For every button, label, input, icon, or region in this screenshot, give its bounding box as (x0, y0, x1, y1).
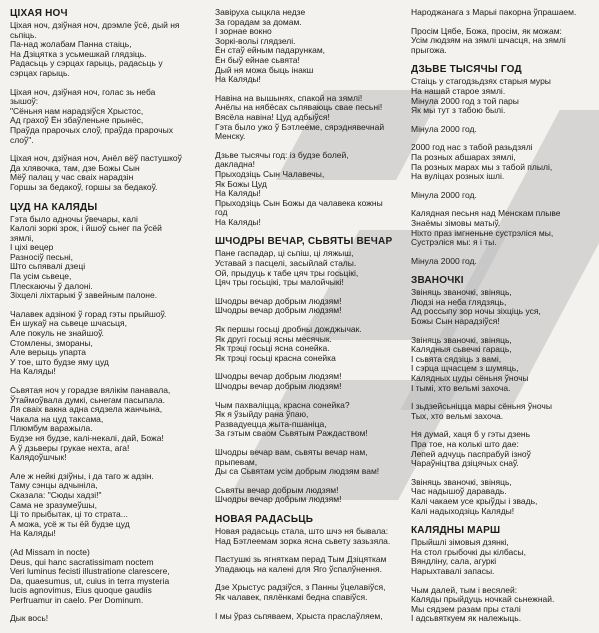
stanza (215, 555, 400, 574)
lyric-line: Калолі зоркі зрок, і йшоў сьнег па ўсёй (10, 223, 162, 234)
lyric-line: Ад грахоў Ён збаўленьне прынёс, (10, 115, 144, 126)
stanza (411, 209, 593, 247)
stanza (411, 77, 593, 115)
lyric-line: "Сёньня нам нарадзіўся Хрыстос, (10, 105, 144, 116)
lyric-line: Плюмбум варажыла. (10, 423, 93, 434)
lyric-line: Дзьве тысячы год: із будзе болей, (215, 149, 349, 160)
lyric-line: Пастушкі зь ягняткам перад Тым Дзіцяткам (215, 554, 387, 565)
stanza (10, 88, 202, 146)
stanza (215, 151, 400, 228)
lyric-line: На Каляды! (10, 366, 56, 377)
lyric-line: Але ж нейкі дзіўны, і да таго ж адзін. (10, 470, 154, 481)
lyric-line: Шчодры вечар добрым людзям! (215, 295, 342, 306)
lyric-line: Мінула 2000 год. (411, 189, 477, 200)
lyric-line: Прыходзіць Сын Божы да чалавека кожны (215, 197, 383, 208)
song-title: КАЛЯДНЫ МАРШ (411, 525, 501, 537)
lyric-line: Звіняць званочкі, звіняць, (411, 476, 512, 487)
lyric-line: Гэта было ужо ў Бэтлееме, сярэднявечнай (215, 121, 385, 132)
lyric-line: Калі надыходзіць Каляды! (411, 505, 515, 516)
lyric-line: Чараўніцтва дзіцячых снаў. (411, 458, 519, 469)
stanza (411, 143, 593, 181)
stanza (10, 21, 202, 79)
lyric-line: Ніхто праз імгненьне сустрэліся мы, (411, 227, 554, 238)
lyric-line: Сьвятая ноч у горадзе вялікім панавала, (10, 385, 171, 395)
lyric-line: сьпіць. (10, 29, 37, 40)
lyric-line: Зіхцелі ліхтарыкі ў завейным палоне. (10, 290, 158, 301)
lyric-line: зямлі, (10, 232, 34, 243)
lyric-line: На Каляды! (10, 528, 56, 539)
lyric-line: Калядоўшчык! (10, 452, 67, 463)
lyric-line: Калядныя сьвечкі гараць, (411, 344, 512, 355)
lyric-line: lucis agnovimus, Eius quoque gaudiis (10, 585, 152, 596)
stanza (411, 27, 593, 56)
lyric-line: Знаёмы зімовы матыў. (411, 217, 501, 228)
lyric-line: Па розных марах мы з табой плылі, (411, 161, 553, 172)
stanza (10, 154, 202, 192)
stanza (411, 478, 593, 516)
stanza (10, 310, 202, 377)
lyric-line: Вяндліну, сала, агуркі (411, 556, 497, 567)
stanza (215, 612, 400, 622)
lyric-line: Як мы тут з табою былі. (411, 105, 506, 116)
lyric-line: (Ad Missam in nocte) (10, 546, 90, 557)
lyric-line: Чалавек адзінокі ў горад гэты прыйшоў. (10, 308, 167, 319)
lyrics-column-middle (215, 8, 400, 630)
lyric-line: Лепей адчуць паспрабуй ізноў (411, 448, 531, 459)
lyric-line: Da, quaesumus, ut, cuius in terra mysteria (10, 575, 170, 586)
lyric-line: Уставай з пасцелі, засыйлай сталы. (215, 258, 357, 269)
song-title: ШЧОДРЫ ВЕЧАР, СЬВЯТЫ ВЕЧАР (215, 236, 393, 248)
lyrics-column-right (411, 8, 593, 633)
lyric-line: Горшы за бедакоў, горшы за бедакоў. (10, 181, 158, 192)
lyric-line: Прыходзіць Сын Чалавечы, (215, 168, 325, 179)
stanza (10, 614, 202, 624)
lyric-line: Праўда прарочых слоў, праўда прарочых (10, 124, 173, 135)
lyric-line: Ціхая ноч, дзіўная ноч, дрэмле ўсё, дый ня (10, 20, 180, 30)
lyric-line: І зорнае вокно (215, 26, 272, 37)
lyric-line: Таму сэнцы адчыніла, (10, 480, 98, 491)
lyric-line: Ціхая ноч, дзіўная ноч, Анёл вёў пастушкоў (10, 153, 182, 164)
lyric-line: Па-над жолабам Панна стаіць, (10, 39, 132, 50)
lyric-line: Ці то прыбытак, ці то страта... (10, 509, 128, 520)
lyric-line: І зьдзейсьніцца мары сёньня ўночы (411, 401, 552, 412)
lyric-line: 2000 год нас з табой разьдзялі (411, 142, 533, 153)
lyric-line: Упадаюць на калені для Яго ўспалўнення. (215, 563, 382, 574)
stanza (411, 191, 593, 201)
lyric-line: Над Бэтлеемам зорка ясна сьвету зазьзяла. (215, 535, 391, 546)
lyric-line: Па усім сьвеце, (10, 271, 72, 282)
lyric-line: дакладна! (215, 159, 255, 170)
lyric-line: Будзе ня будзе, калі-некалі, дай, Божа! (10, 432, 164, 443)
lyric-line: Завіруха сыцкла недзе (215, 7, 306, 17)
lyric-line: Народжанага з Марыі пакорна ўпрашаем. (411, 7, 577, 17)
lyric-line: За гэтым сваом Сьвятым Раждаством! (215, 428, 368, 439)
lyric-line: І мы ўраз сьпяваем, Хрыста праслаўляем, (215, 610, 383, 621)
stanza (411, 257, 593, 267)
stanza (411, 125, 593, 135)
lyric-line: І тымі, хто вельмі захоча. (411, 382, 511, 393)
lyric-line: Мы сядзем разам пры сталі (411, 603, 521, 614)
stanza (215, 583, 400, 602)
lyric-line: Дзе Хрыстус радзіўся, з Панны ўцелавіўся, (215, 582, 386, 593)
lyric-line: На нашай старое зямлі. (411, 85, 506, 96)
lyric-line: Шчодры вечар добрым людзям! (215, 371, 342, 382)
lyric-line: Як другі госьці ясны месячык. (215, 333, 332, 344)
lyric-line: Ня думай, хаця б у гэты дзень (411, 429, 531, 440)
lyric-line: Ўтаймоўвала думкі, сьнегам пасыпала. (10, 394, 165, 405)
lyric-line: Развадуецца жыта-пшаніца, (215, 418, 327, 429)
lyric-line: прыгожа. (411, 44, 447, 55)
lyric-line: Тых, хто вельмі захоча. (411, 410, 504, 421)
lyric-line: Мінула 2000 год. (411, 255, 477, 266)
lyric-line: Усім людзям на зямлі шчасця, на зямлі (411, 35, 566, 46)
lyric-line: Шчодры вечар добрым людзям! (215, 305, 342, 316)
lyric-line: Стомлены, змораны, (10, 337, 93, 348)
lyric-line: Ля сваіх вакна адна сядзела жанчына, (10, 404, 163, 415)
lyric-line: Як чалавек, пялёнкамі бедна спавіўся. (215, 591, 368, 602)
lyric-line: Veri luminus fecisti illustratione clarescere, (10, 566, 170, 577)
lyric-line: зышоў: (10, 96, 39, 107)
lyric-line: Просім Цябе, Божа, просім, як можам: (411, 25, 562, 36)
lyric-line: Зоркі-вольі глядзелі. (215, 35, 296, 46)
stanza (411, 538, 593, 576)
lyric-line: Сьвяты вечар добрым людзям! (215, 484, 339, 495)
stanza (215, 249, 400, 287)
lyric-line: Гэта было адночы ўвечары, калі (10, 213, 138, 224)
stanza (411, 8, 593, 18)
stanza (215, 297, 400, 316)
lyric-line: Прыйшлі зімовыя дзянкі, (411, 537, 509, 548)
lyric-line: Як першы госьці дробны дожджычак. (215, 324, 362, 335)
lyric-line: Пра тое, на колькі што дае: (411, 439, 519, 449)
stanza (10, 215, 202, 301)
lyric-line: На Каляды! (215, 188, 261, 199)
lyric-line: сэрцах гарыць. (10, 67, 70, 78)
stanza (215, 401, 400, 439)
stanza (215, 372, 400, 391)
stanza (411, 288, 593, 326)
lyric-line: Навіна на вышынях, спакой на зямлі! (215, 92, 363, 103)
lyric-line: І сэрца щчасцем з шумяць, (411, 363, 519, 374)
stanza (10, 472, 202, 539)
lyric-line: Пане гаспадар, ці сьпіш, ці ляжыш, (215, 248, 354, 259)
lyric-line: Як я ўзыйду рана ўпаю, (215, 409, 309, 420)
lyric-line: І ціхі вецер (10, 242, 54, 253)
lyric-line: Як Божы Цуд (215, 178, 267, 189)
lyric-line: Божы Сын нарадзіўся! (411, 316, 500, 327)
lyric-line: На Каляды! (215, 74, 261, 85)
lyric-line: І адсьвяткуем як належыць. (411, 613, 522, 624)
lyric-line: І сьвята сядзіць з вамі, (411, 353, 502, 364)
lyric-line: Шчодры вечар добрым людзям! (215, 494, 342, 505)
lyric-line: Час надышоў даравадь. (411, 486, 507, 497)
lyric-line: Ён шукаў на сьвеце шчасьця, (10, 318, 127, 329)
stanza (215, 94, 400, 142)
lyric-line: Да хлявочка, там, дзе Божы Сын (10, 162, 140, 173)
lyric-line: Ой, прыдуць к табе цяч тры госьцікі, (215, 267, 359, 278)
song-title: ДЗЬВЕ ТЫСЯЧЫ ГОД (411, 64, 522, 76)
lyric-line: Цяч тры госьцікі, тры малойчыкі! (215, 277, 344, 288)
lyric-line: Калі чакаем усе крыўды і звадь, (411, 495, 538, 506)
lyric-line: Стаіць у стагодзьдзях старыя муры (411, 76, 551, 87)
lyric-line: Людзі на неба глядзяць, (411, 296, 507, 307)
lyric-line: прыпевам, (215, 456, 258, 467)
stanza (215, 486, 400, 505)
lyric-line: Новая радасьць стала, што шчэ ня бывала: (215, 525, 389, 536)
lyric-line: Разносіў песьні, (10, 251, 74, 262)
lyric-line: Звіняць званочкі, звіняць, (411, 334, 512, 345)
stanza (10, 548, 202, 606)
stanza (411, 402, 593, 421)
lyric-line: Чым далей, тым і весялей: (411, 584, 518, 595)
lyric-line: Perfruamur in caelo. Per Dominum. (10, 594, 144, 605)
lyric-line: Дык вось! (10, 613, 49, 624)
lyric-line: Звіняць званочкі, звіняць, (411, 287, 512, 298)
lyric-line: Мінула 2000 год. (411, 123, 477, 134)
lyric-line: Па розных абшарах зямлі, (411, 151, 516, 162)
lyric-line: Ён быў ейнае сьвята! (215, 54, 300, 65)
stanza (215, 448, 400, 477)
lyric-line: На вуліцах розных ішлі. (411, 171, 505, 182)
lyric-line: Мінула 2000 год з той пары (411, 95, 519, 106)
lyric-line: Шчодры вечар добрым людзям! (215, 381, 342, 391)
lyric-line: Чым пахваліцца, красна сонейка? (215, 399, 350, 410)
lyric-line: А ў дзьверы грукае нехта, ага! (10, 442, 130, 453)
lyric-line: Дый ня можа быць інакш (215, 64, 314, 75)
stanza (215, 8, 400, 85)
stanza (10, 386, 202, 463)
lyrics-column-left (10, 8, 202, 633)
lyric-line: слоў". (10, 134, 34, 145)
stanza (411, 336, 593, 394)
lyric-line: Плескаючы ў далоні. (10, 280, 93, 291)
lyric-line: Як трэці госьці красна сонейка (215, 352, 336, 363)
song-title: НОВАЯ РАДАСЬЦЬ (215, 513, 314, 525)
stanza (215, 325, 400, 363)
lyric-line: Радасьць у сэрцах гарыць, радасьць у (10, 58, 163, 69)
lyric-line: На Дзіцятка з усьмешкай глядзіць. (10, 48, 147, 59)
lyric-line: Сказала: "Сюды хадзі!" (10, 489, 102, 500)
stanza (411, 586, 593, 624)
lyric-line: Анёлы на нябёсах сьпяваюць свае песьні! (215, 102, 383, 113)
song-title: ЦУД НА КАЛЯДЫ (10, 201, 98, 213)
lyric-line: Сама не зразумеўшы, (10, 499, 98, 510)
lyric-line: Калядная песьня над Менскам плыве (411, 208, 561, 219)
lyric-line: год (215, 207, 228, 218)
lyric-line: Вясёла навіна! Цуд адбыўся! (215, 111, 330, 122)
song-title: ЗВАНОЧКІ (411, 275, 464, 287)
lyric-line: Deus, qui hanc sacratissimam noctem (10, 556, 154, 567)
lyric-line: Ён стаў ейным падарункам, (215, 45, 326, 56)
stanza (411, 430, 593, 468)
lyric-line: Але верыць упарта (10, 347, 87, 358)
lyric-line: Мёў палац у час сваіх нарадзін (10, 172, 134, 183)
lyric-line: Але покуль не знайшоў. (10, 328, 104, 339)
lyric-line: Чакала на цуд таксама, (10, 413, 104, 424)
stanza (215, 527, 400, 546)
lyric-line: У тое, што будзе яму цуд (10, 356, 109, 367)
lyric-line: Ціхая ноч, дзіўная ноч, голас зь неба (10, 86, 156, 97)
lyric-line: За горадам за домам. (215, 16, 302, 27)
lyric-line: Калядных цуды сёньня ўночы (411, 373, 529, 384)
lyric-line: Каляды прыйдуць ночкай сьнежнай. (411, 594, 555, 605)
lyric-line: Што сьпявалі дзеці (10, 261, 86, 272)
lyric-line: Менску. (215, 131, 246, 142)
lyric-line: Шчодры вечар вам, сьвяты вечар нам, (215, 446, 368, 457)
lyric-line: Нарыхтавалі запасы. (411, 565, 495, 576)
lyric-line: Сустрэліся мы: я і ты. (411, 237, 497, 248)
lyric-line: На стол грыбочкі ды кілбасы, (411, 546, 526, 557)
lyric-line: Як трэці госьці ясна сонейка. (215, 343, 330, 354)
lyric-line: А можа, усё ж ты ёй будзе цуд (10, 518, 130, 529)
lyric-line: Ды са Сьвятам усім добрым людзям вам! (215, 466, 380, 477)
lyric-line: На Каляды! (215, 216, 261, 227)
lyric-line: Ад россыпу зор ночы зіхціць уся, (411, 306, 541, 317)
song-title: ЦІХАЯ НОЧ (10, 8, 68, 19)
